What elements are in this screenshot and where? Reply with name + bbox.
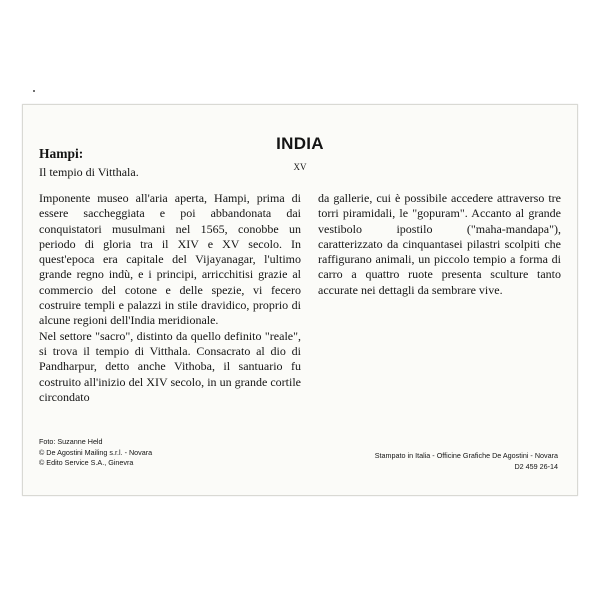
- credit-line: Foto: Suzanne Held: [39, 437, 103, 446]
- place-heading: Hampi:: [39, 146, 84, 161]
- paragraph: Nel settore "sacro", distinto da quello definito "reale", si trova il tempio di Vitthala. Consacrato al dio di Pandharpur, detto anche Vithoba, il santuario fu costruito all'inizio del XIV secolo, in un grande cortile circondato: [39, 328, 301, 404]
- country-title: INDIA: [276, 134, 324, 153]
- printer-info: [375, 451, 558, 472]
- series-number: XV: [293, 162, 307, 172]
- paragraph: da gallerie, cui è possibile accedere attraverso tre torri piramidali, le "gopuram". Accanto al grande vestibolo ipostilo ("maha-mandapa"), caratterizzato da cinquantasei pilastri scolpiti che raffigurano animali, un piccolo tempio a forma di carro a quattro ruote presenta sculture tanto accurate nei dettagli da sembrare vive.: [318, 191, 561, 297]
- credit-line: © Edito Service S.A., Ginevra: [39, 458, 134, 467]
- product-code: D2 459 26-14: [514, 461, 558, 471]
- paragraph: Imponente museo all'aria aperta, Hampi, prima di essere saccheggiata e poi abbandonata dai conquistatori musulmani nel 1565, conobbe un periodo di gloria tra il XIV e XV secolo. In quest'epoca era capitale del Vijayanagar, l'ultimo grande regno indù, e i principi, arricchitisi grazie al commercio del cotone e delle spezie, vi fecero costruire templi e palazzi in stile dravidico, proprio di alcune regioni dell'India meridionale.: [39, 191, 301, 328]
- speck-mark: [33, 90, 35, 92]
- place-subtitle: Il tempio di Vitthala.: [39, 165, 139, 179]
- printer-line: Stampato in Italia - Officine Grafiche De Agostini - Novara: [374, 451, 558, 460]
- credit-line: © De Agostini Mailing s.r.l. - Novara: [39, 447, 153, 457]
- text-column-left: [39, 191, 301, 405]
- photo-credits: [39, 437, 152, 469]
- text-column-right: [318, 191, 561, 298]
